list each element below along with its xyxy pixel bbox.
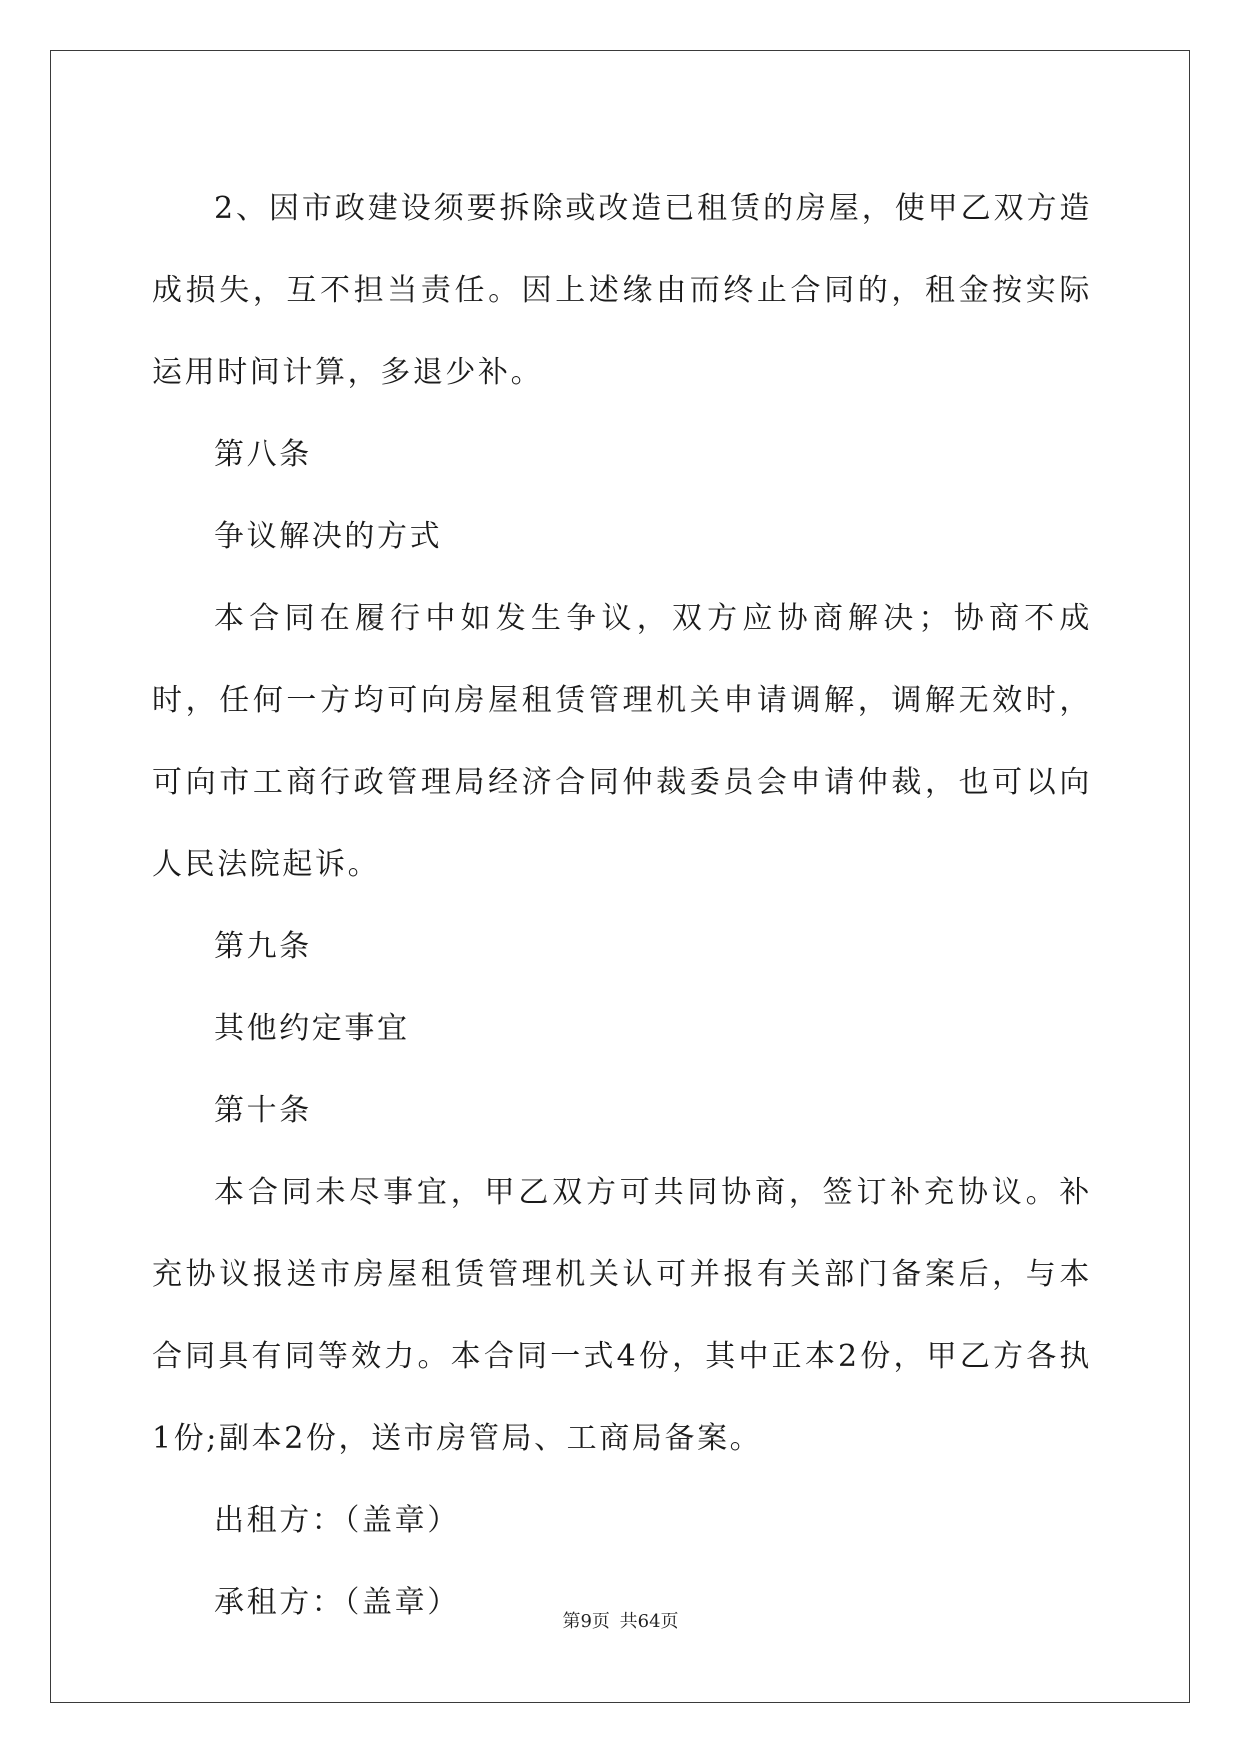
article-9-heading: 第九条 xyxy=(214,929,312,964)
paragraph-clause-termination: 2、因市政建设须要拆除或改造已租赁的房屋，使甲乙双方造成损失，互不担当责任。因上述缘由而终止合同的，租金按实际运用时间计算，多退少补。 xyxy=(152,191,1092,390)
page-number: 第9页 xyxy=(562,1611,610,1632)
article-9-title: 其他约定事宜 xyxy=(214,1011,410,1046)
article-8-title: 争议解决的方式 xyxy=(214,519,443,554)
lessee-signature-line: 承租方：（盖章） xyxy=(214,1585,460,1620)
paragraph-dispute-resolution: 本合同在履行中如发生争议，双方应协商解决；协商不成时，任何一方均可向房屋租赁管理机关申请调解，调解无效时，可向市工商行政管理局经济合同仲裁委员会申请仲裁，也可以向人民法院起诉。 xyxy=(152,601,1092,882)
article-8-heading: 第八条 xyxy=(214,437,312,472)
article-10-heading: 第十条 xyxy=(214,1093,312,1128)
document-body xyxy=(152,168,1092,1644)
page-total: 共64页 xyxy=(619,1611,679,1632)
lessor-signature-line: 出租方：（盖章） xyxy=(214,1503,460,1538)
paragraph-supplementary-terms: 本合同未尽事宜，甲乙双方可共同协商，签订补充协议。补充协议报送市房屋租赁管理机关认可并报有关部门备案后，与本合同具有同等效力。本合同一式4份，其中正本2份，甲乙方各执1份;副本2份，送市房管局、工商局备案。 xyxy=(152,1175,1092,1456)
page-footer xyxy=(0,1610,1241,1634)
